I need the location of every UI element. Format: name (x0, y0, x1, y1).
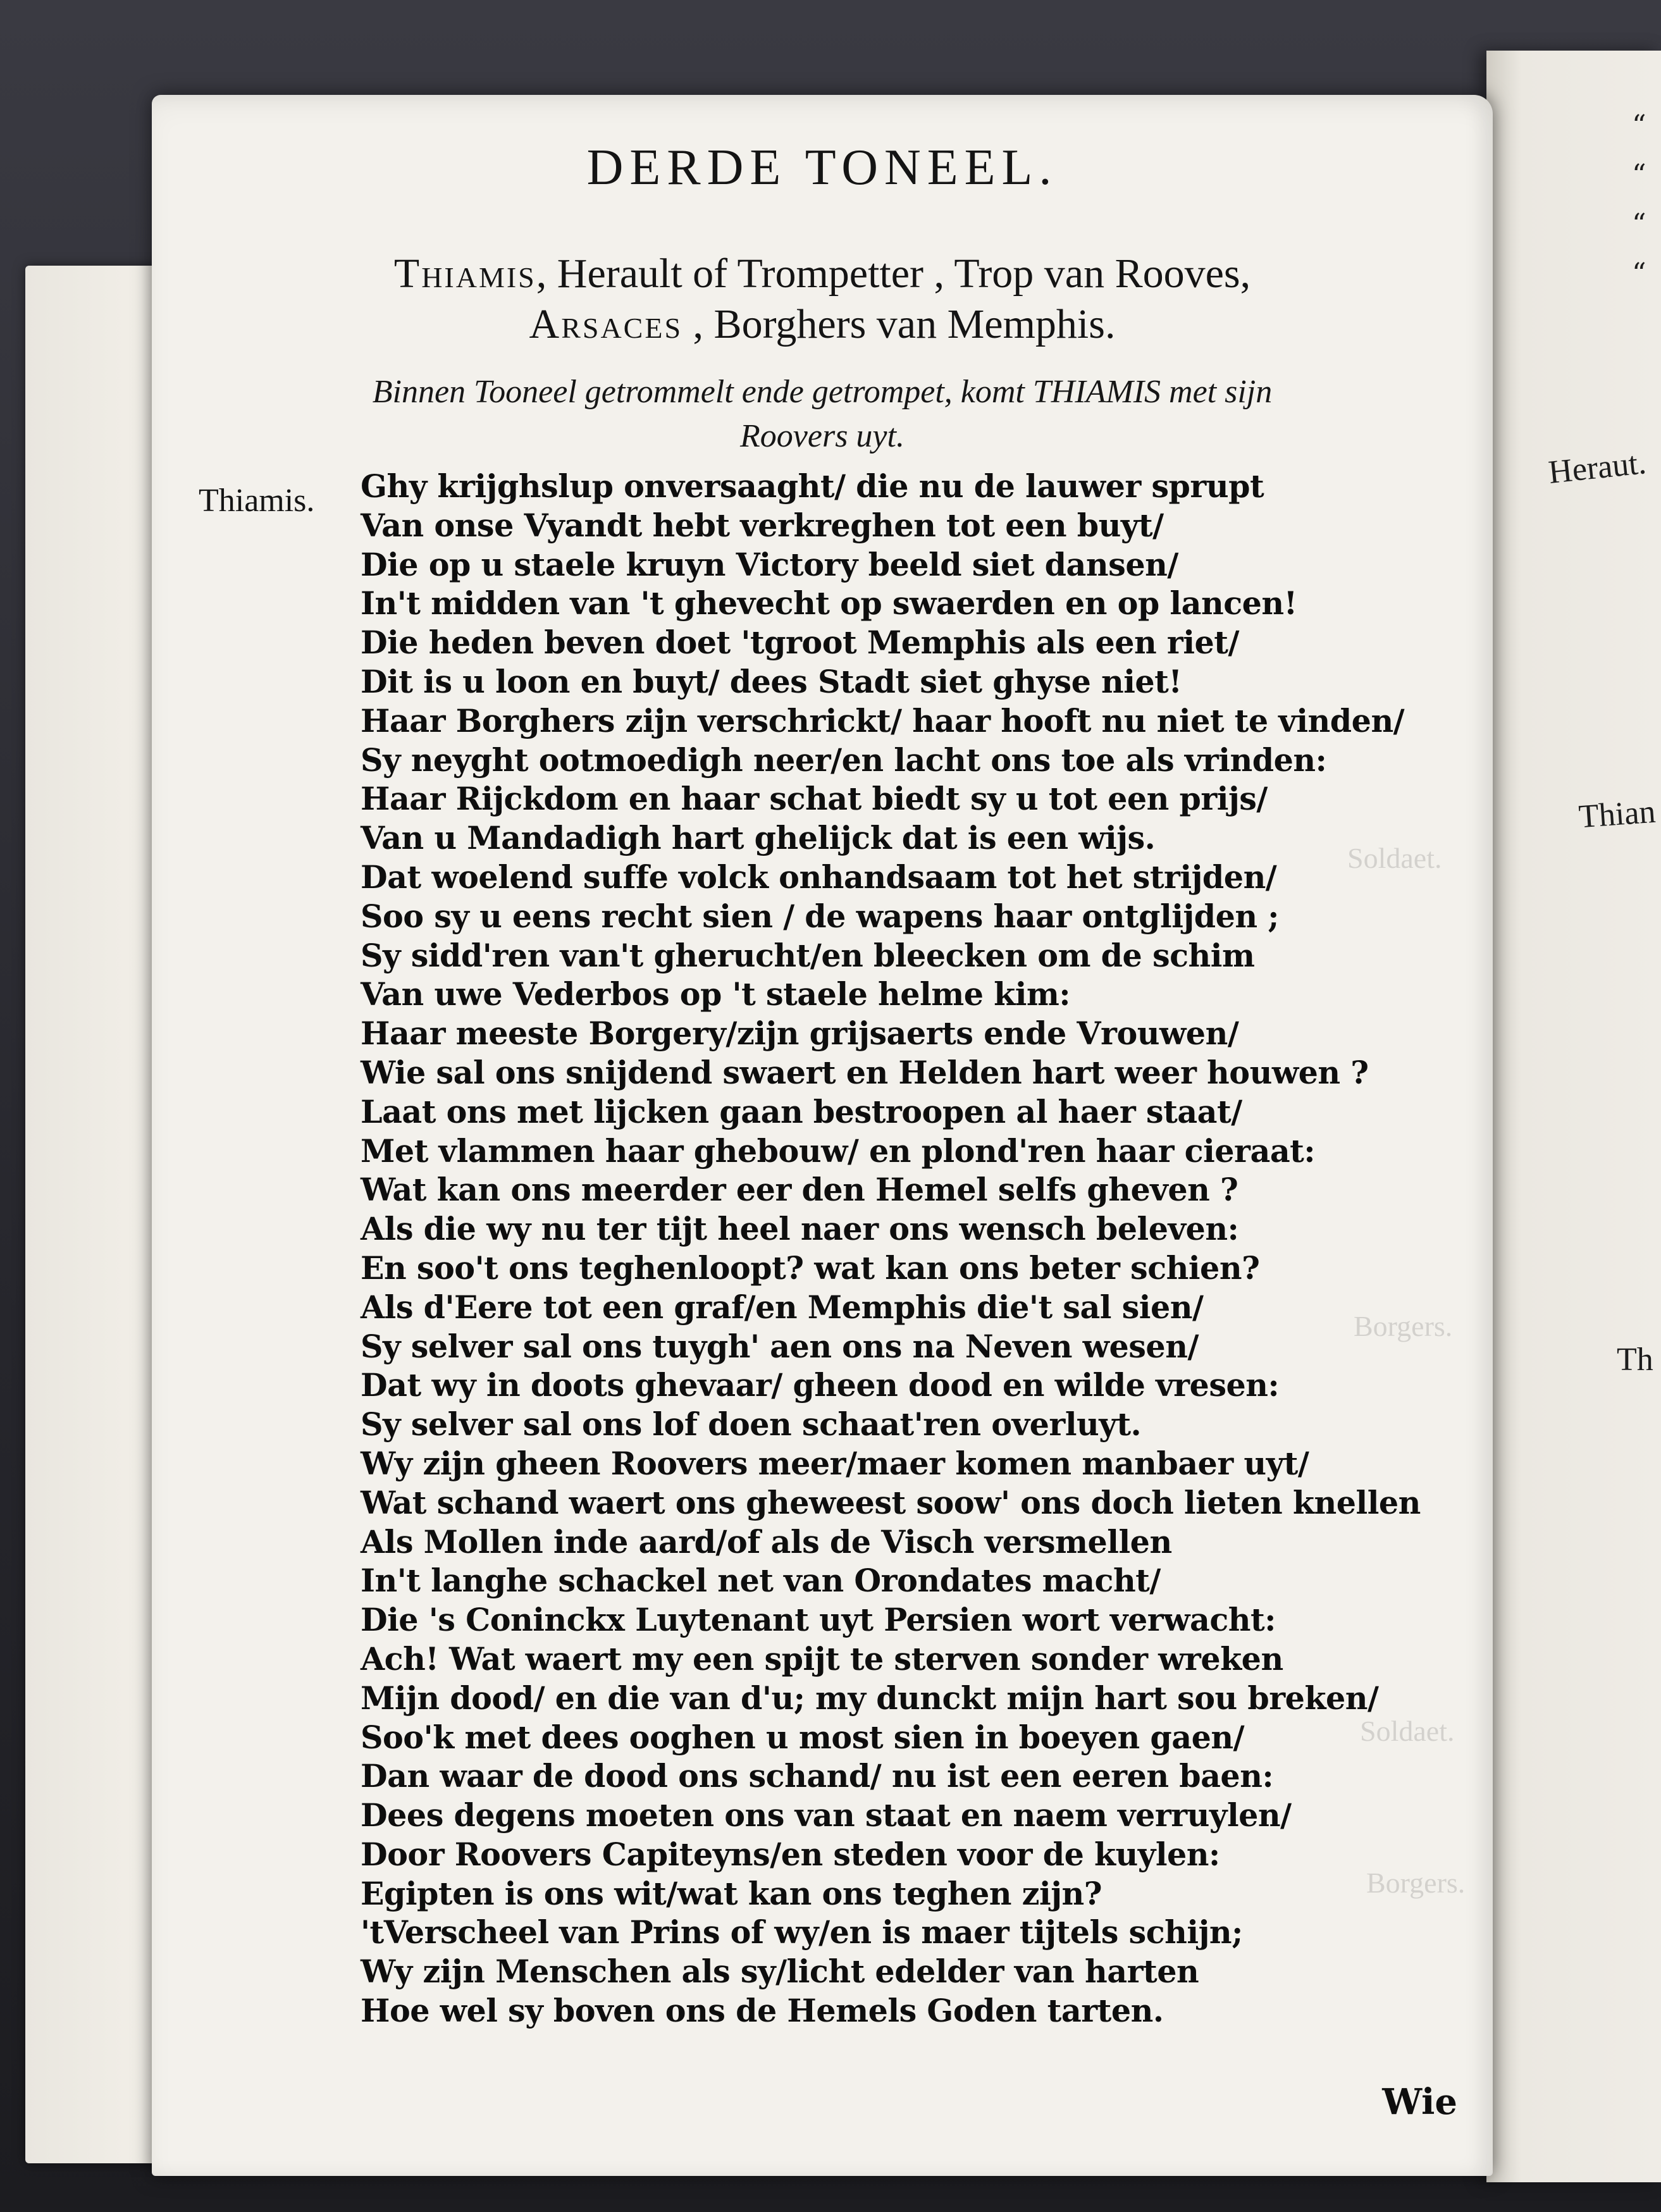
verse-line: Van u Mandadigh hart ghelijck dat is een wijs. (361, 819, 1156, 857)
quote-mark: “ (1632, 257, 1646, 290)
cast-list-rest: , Herault of Trompetter , Trop van Rooves, (536, 250, 1251, 297)
verse-line: Haar meeste Borgery/zijn grijsaerts ende Vrouwen/ (361, 1015, 1239, 1053)
verse-line: Ghy krijghslup onversaaght/ die nu de lauwer sprupt (361, 467, 1264, 505)
verse-line: Sy selver sal ons lof doen schaat'ren overluyt. (361, 1406, 1142, 1443)
bleed-through-text: Borgers. (1354, 1310, 1453, 1342)
verse-block (361, 467, 1480, 2030)
cast-list-rest: , Borghers van Memphis. (682, 301, 1116, 347)
verse-line: Haar Rijckdom en haar schat biedt sy u tot een prijs/ (361, 780, 1268, 818)
verse-line: Wat schand waert ons gheweest soow' ons doch lieten knellen (361, 1483, 1421, 1521)
bleed-through-text: Soldaet. (1347, 842, 1442, 874)
facing-page (1486, 51, 1661, 2182)
catchword: Wie (1382, 2081, 1457, 2123)
facing-page-speaker-heraut: Heraut. (1547, 445, 1648, 491)
verse-line: In't langhe schackel net van Orondates macht/ (361, 1562, 1161, 1600)
verse-line: Sy selver sal ons tuygh' aen ons na Neven wesen/ (361, 1327, 1199, 1365)
verse-line: Als die wy nu ter tijt heel naer ons wensch beleven: (361, 1210, 1239, 1248)
verse-line: 'tVerscheel van Prins of wy/en is maer tijtels schijn; (361, 1913, 1243, 1951)
stage-direction-line-2: Roovers uyt. (740, 418, 905, 454)
verse-line: Wy zijn Menschen als sy/licht edelder van harten (361, 1953, 1199, 1991)
verse-line: Die 's Coninckx Luytenant uyt Persien wort verwacht: (361, 1601, 1276, 1639)
verse-line: Wat kan ons meerder eer den Hemel selfs gheven ? (361, 1171, 1238, 1209)
verse-line: Dees degens moeten ons van staat en naem verruylen/ (361, 1796, 1292, 1834)
facing-page-speaker-thiamis: Thian (1578, 793, 1657, 836)
verse-line: Als Mollen inde aard/of als de Visch versmellen (361, 1523, 1172, 1560)
verse-line: Soo sy u eens recht sien / de wapens haar ontglijden ; (361, 897, 1279, 935)
scene-heading: DERDE TONEEL. (586, 140, 1058, 195)
verse-line: Wy zijn gheen Roovers meer/maer komen manbaer uyt/ (361, 1444, 1309, 1482)
facing-page-speaker-partial: Th (1617, 1342, 1653, 1378)
book-page (152, 95, 1493, 2176)
verse-line: Van uwe Vederbos op 't staele helme kim: (361, 975, 1071, 1013)
stage-direction-line-1: Binnen Tooneel getrommelt ende getrompet, komt THIAMIS met sijn (372, 374, 1273, 410)
cast-list-line-2 (152, 300, 1493, 349)
verse-line: Met vlammen haar ghebouw/ en plond'ren haar cieraat: (361, 1132, 1316, 1170)
verse-line: En soo't ons teghenloopt? wat kan ons beter schien? (361, 1249, 1260, 1287)
verse-line: Dat woelend suffe volck onhandsaam tot het strijden/ (361, 858, 1277, 896)
verse-line: Ach! Wat waert my een spijt te sterven sonder wreken (361, 1640, 1283, 1678)
verse-line: Dit is u loon en buyt/ dees Stadt siet ghyse niet! (361, 662, 1182, 700)
verse-line: Dat wy in doots ghevaar/ gheen dood en wilde vresen: (361, 1366, 1280, 1404)
cast-name-arsaces: Arsaces (529, 301, 683, 347)
verse-line: Die op u staele kruyn Victory beeld siet dansen/ (361, 545, 1178, 583)
verse-line: Laat ons met lijcken gaan bestroopen al haer staat/ (361, 1092, 1242, 1130)
verse-line: Sy neyght ootmoedigh neer/en lacht ons toe als vrinden: (361, 741, 1327, 779)
cast-list-line-1 (152, 250, 1493, 298)
speaker-label: Thiamis. (199, 483, 315, 519)
verse-line: Mijn dood/ en die van d'u; my dunckt mijn hart sou breken/ (361, 1679, 1379, 1717)
verse-line: Van onse Vyandt hebt verkreghen tot een buyt/ (361, 506, 1164, 544)
quote-mark: “ (1632, 159, 1646, 191)
quote-mark: “ (1632, 109, 1646, 142)
bleed-through-text: Soldaet. (1360, 1715, 1455, 1747)
verse-line: Sy sidd'ren van't gherucht/en bleecken om de schim (361, 936, 1255, 974)
bleed-through-text: Borgers. (1366, 1867, 1466, 1899)
verse-line: Soo'k met dees ooghen u most sien in boeyen gaen/ (361, 1718, 1245, 1756)
verse-line: Haar Borghers zijn verschrickt/ haar hooft nu niet te vinden/ (361, 701, 1405, 739)
quote-mark: “ (1632, 208, 1646, 240)
verse-line: Dan waar de dood ons schand/ nu ist een eeren baen: (361, 1757, 1274, 1795)
verse-line: Egipten is ons wit/wat kan ons teghen zijn? (361, 1874, 1102, 1912)
verse-line: Door Roovers Capiteyns/en steden voor de kuylen: (361, 1835, 1220, 1873)
verse-line: In't midden van 't ghevecht op swaerden en op lancen! (361, 584, 1297, 622)
cast-name-thiamis: Thiamis (393, 250, 536, 297)
verse-line: Hoe wel sy boven ons de Hemels Goden tarten. (361, 1992, 1164, 2030)
facing-page-quote-marks (1632, 101, 1646, 299)
verse-line: Wie sal ons snijdend swaert en Helden hart weer houwen ? (361, 1053, 1369, 1091)
verse-line: Als d'Eere tot een graf/en Memphis die't sal sien/ (361, 1288, 1204, 1326)
verse-line: Die heden beven doet 'tgroot Memphis als een riet/ (361, 624, 1239, 662)
